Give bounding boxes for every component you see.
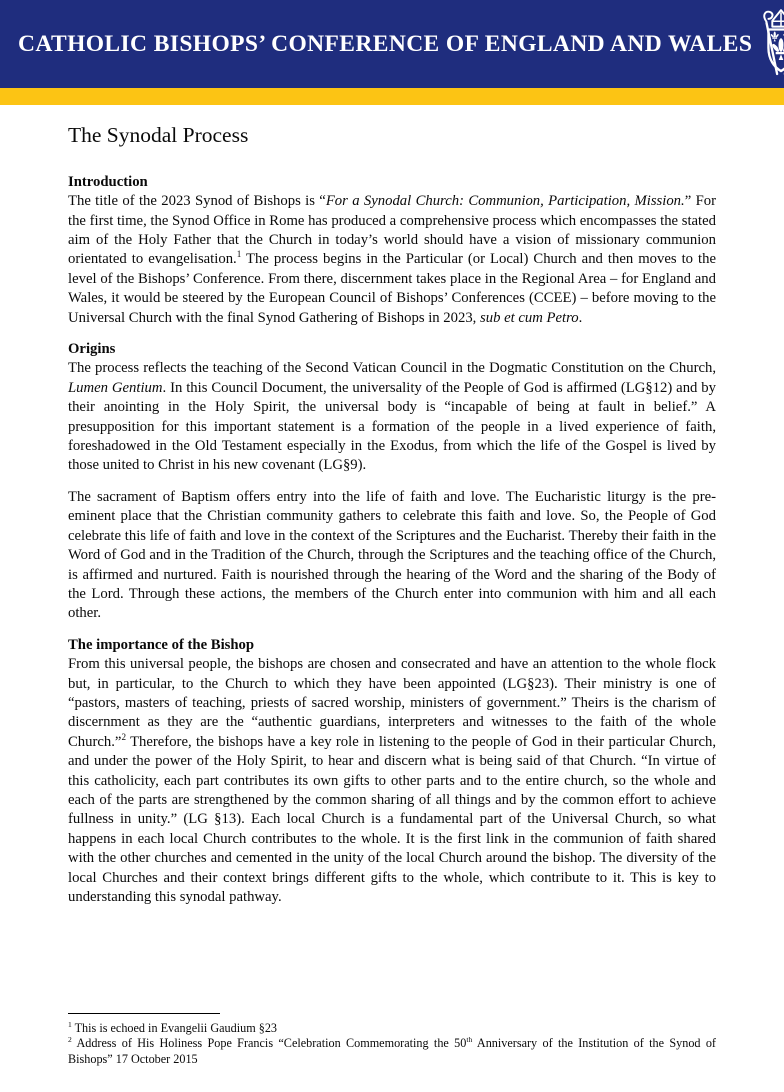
footnotes-block	[68, 1013, 716, 1068]
document-title: The Synodal Process	[68, 123, 249, 147]
bishops-conference-crest-icon	[752, 9, 784, 79]
section-heading-importance-of-bishop: The importance of the Bishop	[68, 636, 255, 653]
section-heading-introduction: Introduction	[68, 173, 148, 190]
paragraph-importance-of-bishop: From this universal people, the bishops are chosen and consecrated and have an attention to the whole flock but, in particular, to the Church to which they have been appointed (LG§23). Their ministry is one of “pastors, masters of teaching, priests of sacred worship, ministers of government.” Theirs is the charism of discernment as they are the “authentic guardians, interpreters and witnesses to the faith of the whole Church.”$^2$ Therefore, the bishops have a key role in listening to the people of God in their particular Church, and under the power of the Holy Spirit, to hear and discern what is being said of that Church. “In virtue of this catholicity, each part contributes its own gifts to other parts and to the entire church, so the whole and each of the parts are strengthened by the common sharing of all things and by the common effort to achieve fullness in unity.” (LG §13). Each local Church is a fundamental part of the Universal Church, so what happens in each local Church contributes to the whole. It is the first link in the communion of faith shared with the other churches and cemented in the unity of the local Church around the bishop. The diversity of the local Churches and their context brings different gifts to the whole, which contribute to it. This is key to understanding this synodal pathway.	[68, 656, 716, 906]
paragraph-introduction: The title of the 2023 Synod of Bishops is “For a Synodal Church: Communion, Participation, Mission.” For the first time, the Synod Office in Rome has produced a comprehensive process which encompasses the stated aim of the Holy Father that the Church in today’s world should have a vision of missionary communion orientated to evangelisation.$^1$ The process begins in the Particular (or Local) Church and then moves to the level of the Bishops’ Conference. From there, discernment takes place in the Regional Area – for England and Wales, it would be steered by the European Council of Bishops’ Conferences (CCEE) – before moving to the Universal Church with the final Synod Gathering of Bishops in 2023, sub et cum Petro.	[68, 193, 716, 326]
footnote-1: $^1$ This is echoed in Evangelii Gaudium §23	[68, 1019, 278, 1035]
brand-stripe	[0, 88, 784, 105]
organisation-title: CATHOLIC BISHOPS’ CONFERENCE OF ENGLAND AND WALES	[18, 30, 753, 57]
footnote-separator-rule	[68, 1013, 220, 1014]
document-page	[0, 123, 784, 1092]
footnote-2: $^2$ Address of His Holiness Pope Francis “Celebration Commemorating the 50th Anniversary of the Institution of the Synod of Bishops” 17 October 2015	[68, 1035, 716, 1067]
paragraph-origins-1: The process reflects the teaching of the Second Vatican Council in the Dogmatic Constitution on the Church, Lumen Gentium. In this Council Document, the universality of the People of God is affirmed (LG§12) and by their anointing in the Holy Spirit, the universal body is “incapable of being at fault in belief.” A presupposition for this important statement is a formation of the people in a lived experience of faith, foreshadowed in the Old Testament especially in the Exodus, from which the life of the Gospel is lived by those united to Christ in his new covenant (LG§9).	[68, 360, 716, 474]
section-heading-origins: Origins	[68, 341, 116, 358]
paragraph-origins-2: The sacrament of Baptism offers entry into the life of faith and love. The Eucharistic liturgy is the pre-eminent place that the Christian community gathers to celebrate this faith and love. So, the People of God celebrate this life of faith and love in the context of the Scriptures and the Eucharist. Thereby their faith in the Word of God and in the Tradition of the Church, through the Scriptures and the teaching office of the Church, is affirmed and nurtured. Faith is nourished through the hearing of the Word and the sharing of the Body of the Lord. Through these actions, the members of the Church enter into communion with him and all each other.	[68, 488, 716, 622]
header-band	[0, 0, 784, 88]
